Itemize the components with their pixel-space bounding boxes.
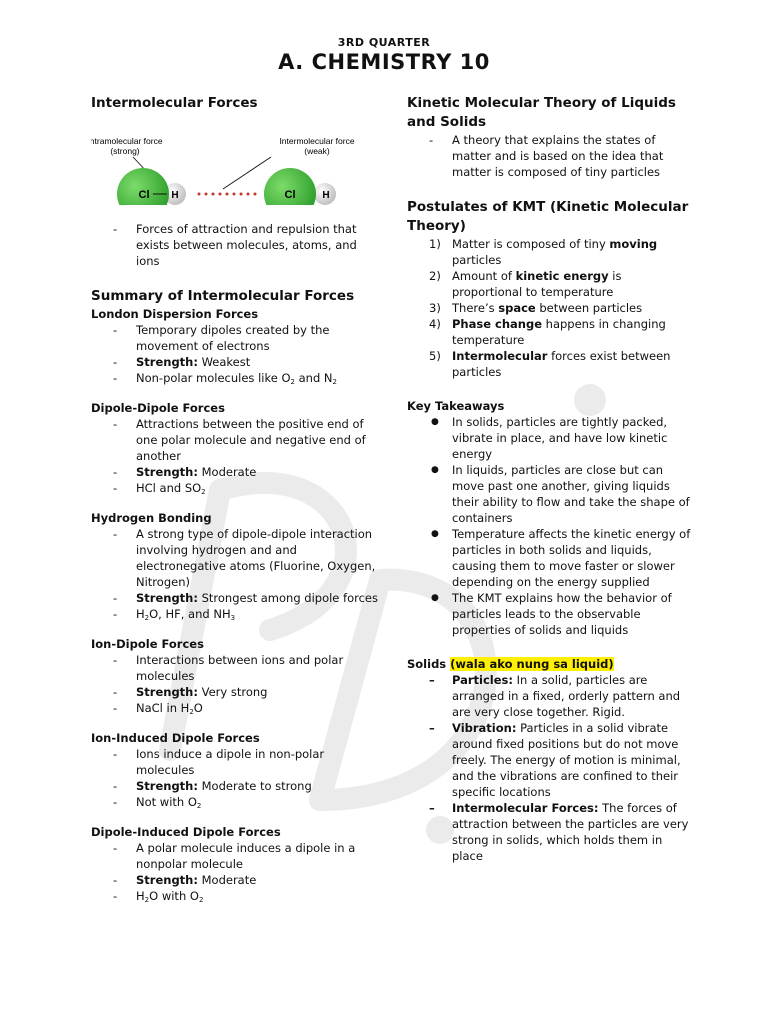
list-item: - Attractions between the positive end of one polar molecule and negative end of another: [113, 417, 366, 463]
section-title-kmt: Kinetic Molecular Theory of Liquids and Solids: [407, 95, 676, 130]
kmt-definition-list: [407, 132, 692, 180]
list-item: 1) Matter is composed of tiny moving particles: [429, 237, 658, 267]
inter-sub-label: (weak): [304, 146, 330, 156]
section-title-takeaways: Key Takeaways: [407, 399, 505, 413]
list-item: - A polar molecule induces a dipole in a nonpolar molecule: [113, 841, 356, 871]
list-item: – Vibration: Particles in a solid vibrate around fixed positions but do not move freely. The energy of motion is minimal, and the vibrations are confined to their specific locations: [429, 721, 681, 799]
iid-list: [91, 746, 381, 810]
list-item: - HCl and $SO_2$: [113, 481, 206, 496]
postulates-list: [407, 236, 692, 380]
section-title-summary: Summary of Intermolecular Forces: [91, 288, 355, 304]
did-list: [91, 840, 381, 904]
list-item: ● Temperature affects the kinetic energy of particles in both solids and liquids, causing them to move faster or slower depending on the energy supplied: [431, 527, 691, 589]
list-item: - Temporary dipoles created by the movement of electrons: [113, 323, 330, 353]
atom-label-h-1: H: [171, 190, 179, 201]
list-item: ● In liquids, particles are close but can move past one another, giving liquids their ability to flow and take the shape of containers: [431, 463, 690, 525]
list-item: - Strength: Moderate: [113, 873, 257, 887]
list-item: - A theory that explains the states of matter and is based on the idea that matter is composed of tiny particles: [429, 133, 664, 179]
list-item: – Intermolecular Forces: The forces of attraction between the particles are very strong in solids, which holds them in place: [429, 801, 689, 863]
list-item: 2) Amount of kinetic energy is proportional to temperature: [429, 269, 622, 299]
imf-definition-list: [91, 221, 381, 269]
list-item: – Particles: In a solid, particles are arranged in a fixed, orderly pattern and are very close together. Rigid.: [429, 673, 681, 719]
list-item: - $H_2O$, HF, and $NH_3$: [113, 607, 236, 622]
solids-list: [407, 672, 692, 864]
highlighted-note: (wala ako nung sa liquid): [450, 657, 614, 671]
left-column: [91, 94, 381, 904]
subsection-title-ldf: London Dispersion Forces: [91, 307, 259, 321]
list-item: - Strength: Weakest: [113, 355, 251, 369]
right-column: [407, 94, 692, 864]
list-item: - $H_2O$ with $O_2$: [113, 889, 204, 904]
list-item: ● In solids, particles are tightly packed, vibrate in place, and have low kinetic energy: [431, 415, 668, 461]
list-item: - NaCl in $H_2O$: [113, 701, 203, 716]
intermolecular-dots: [198, 193, 257, 196]
section-title-postulates: Postulates of KMT (Kinetic Molecular Theory): [407, 199, 689, 234]
atom-label-cl-2: Cl: [284, 189, 296, 201]
list-item: - Strength: Very strong: [113, 685, 268, 699]
list-item: 3) There’s space between particles: [429, 301, 643, 315]
list-item: 5) Intermolecular forces exist between particles: [429, 349, 671, 379]
subsection-title-did: Dipole-Induced Dipole Forces: [91, 825, 281, 839]
page-title: A. CHEMISTRY 10: [278, 50, 490, 74]
list-item: - Ions induce a dipole in non-polar molecules: [113, 747, 325, 777]
molecule-diagram: [91, 113, 381, 205]
list-item: ● The KMT explains how the behavior of particles leads to the observable properties of solids and liquids: [431, 591, 672, 637]
list-item: - Forces of attraction and repulsion that exists between molecules, atoms, and ions: [113, 222, 357, 268]
ldf-list: [91, 322, 381, 386]
subsection-title-dd: Dipole-Dipole Forces: [91, 401, 225, 415]
list-item: 4) Phase change happens in changing temperature: [429, 317, 666, 347]
subsection-title-iid: Ion-Induced Dipole Forces: [91, 731, 260, 745]
section-title-imf: Intermolecular Forces: [91, 95, 258, 111]
id-list: [91, 652, 381, 716]
dd-list: [91, 416, 381, 496]
list-item: - Non-polar molecules like $O_2$ and $N_2$: [113, 371, 337, 386]
inter-label: Intermolecular force: [279, 136, 355, 146]
hb-list: [91, 526, 381, 622]
list-item: - Interactions between ions and polar molecules: [113, 653, 344, 683]
list-item: - Strength: Moderate: [113, 465, 257, 479]
subsection-title-id: Ion-Dipole Forces: [91, 637, 204, 651]
intra-label: Intramolecular force: [91, 136, 163, 146]
intra-sub-label: (strong): [110, 146, 140, 156]
list-item: - Strength: Moderate to strong: [113, 779, 312, 793]
atom-label-h-2: H: [322, 190, 330, 201]
imf-diagram: [91, 113, 381, 205]
quarter-label: 3RD QUARTER: [337, 36, 431, 49]
list-item: - Strength: Strongest among dipole forces: [113, 591, 378, 605]
takeaways-list: [407, 414, 692, 638]
inter-pointer: [223, 157, 271, 189]
atom-label-cl-1: Cl: [138, 189, 150, 201]
section-title-solids: Solids (wala ako nung sa liquid): [407, 657, 614, 671]
list-item: - A strong type of dipole-dipole interaction involving hydrogen and and electronegative atoms (Fluorine, Oxygen, Nitrogen): [113, 527, 376, 589]
subsection-title-hb: Hydrogen Bonding: [91, 511, 212, 525]
list-item: - Not with $O_2$: [113, 795, 202, 810]
